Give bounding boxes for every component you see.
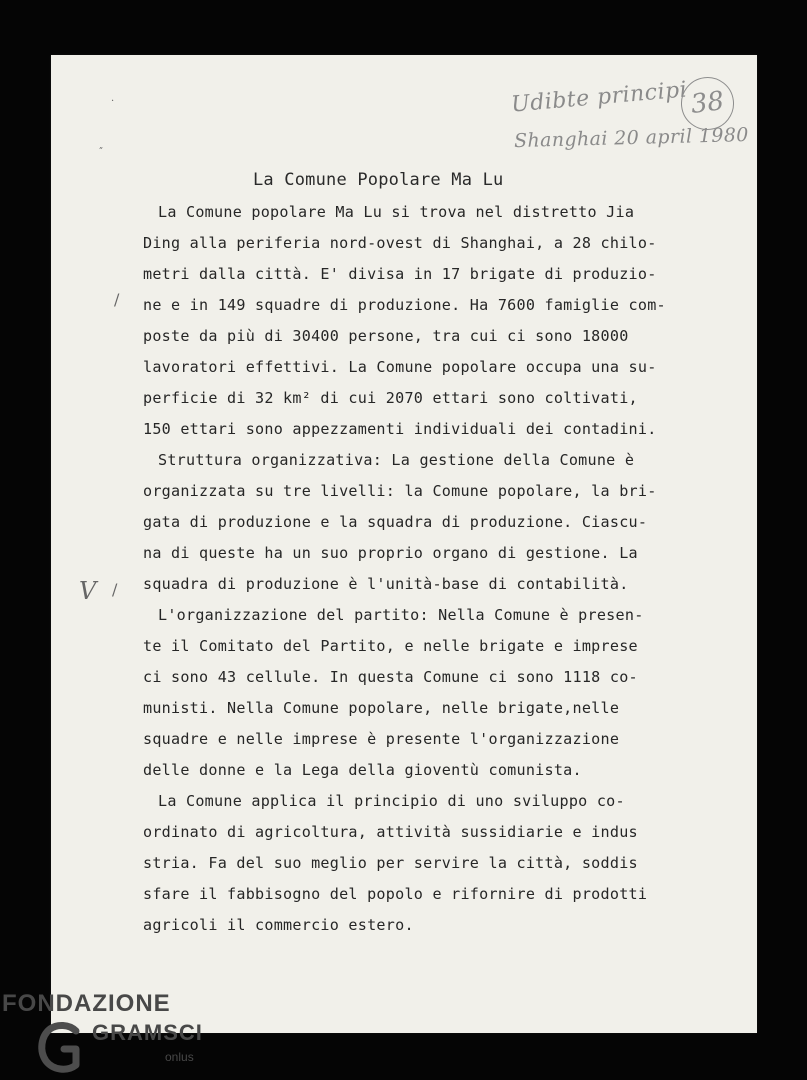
document-page — [51, 55, 757, 1033]
paragraph-line-24: agricoli il commercio estero. — [143, 916, 414, 934]
paragraph-line-13: squadra di produzione è l'unità-base di contabilità. — [143, 575, 629, 593]
paragraph-line-16: ci sono 43 cellule. In questa Comune ci sono 1118 co- — [143, 668, 638, 686]
paragraph-line-23: sfare il fabbisogno del popolo e rifornire di prodotti — [143, 885, 648, 903]
margin-slash-mark: / — [114, 290, 120, 309]
paragraph-line-17: munisti. Nella Comune popolare, nelle brigate,nelle — [143, 699, 620, 717]
paragraph-line-20: La Comune applica il principio di uno sviluppo co- — [158, 792, 625, 810]
paragraph-line-7: perficie di 32 km² di cui 2070 ettari sono coltivati, — [143, 389, 638, 407]
paragraph-line-9: Struttura organizzativa: La gestione della Comune è — [158, 451, 635, 469]
paragraph-line-10: organizzata su tre livelli: la Comune popolare, la bri- — [143, 482, 657, 500]
paragraph-line-15: te il Comitato del Partito, e nelle brigate e imprese — [143, 637, 638, 655]
paragraph-line-5: poste da più di 30400 persone, tra cui ci sono 18000 — [143, 327, 629, 345]
watermark-sub-text: onlus — [165, 1050, 194, 1064]
margin-mark-top: · — [111, 96, 115, 107]
paragraph-line-12: na di queste ha un suo proprio organo di gestione. La — [143, 544, 638, 562]
paragraph-line-22: stria. Fa del suo meglio per servire la città, soddis — [143, 854, 638, 872]
margin-mark-small: „ — [99, 141, 104, 150]
paragraph-line-8: 150 ettari sono appezzamenti individuali dei contadini. — [143, 420, 657, 438]
watermark-top-text: FONDAZIONE — [2, 990, 171, 1017]
paragraph-line-3: metri dalla città. E' divisa in 17 brigate di produzio- — [143, 265, 657, 283]
paragraph-line-14: L'organizzazione del partito: Nella Comune è presen- — [158, 606, 644, 624]
paragraph-line-18: squadre e nelle imprese è presente l'organizzazione — [143, 730, 620, 748]
paragraph-line-4: ne e in 149 squadre di produzione. Ha 7600 famiglie com- — [143, 296, 666, 314]
page-number: 38 — [678, 74, 737, 133]
foundation-watermark — [2, 990, 222, 1076]
watermark-bottom-text: GRAMSCI — [92, 1020, 203, 1045]
paragraph-line-11: gata di produzione e la squadra di produzione. Ciascu- — [143, 513, 648, 531]
handwritten-note-date: Shanghai 20 april 1980 — [513, 123, 750, 153]
paragraph-line-1: La Comune popolare Ma Lu si trova nel distretto Jia — [158, 203, 635, 221]
watermark-logo-icon — [34, 1018, 90, 1074]
handwritten-note-top: Udibte principi — [510, 77, 689, 118]
paragraph-line-6: lavoratori effettivi. La Comune popolare occupa una su- — [143, 358, 657, 376]
paragraph-line-19: delle donne e la Lega della gioventù comunista. — [143, 761, 582, 779]
margin-slash-mark-2: / — [112, 580, 118, 599]
document-title: La Comune Popolare Ma Lu — [253, 170, 504, 190]
paragraph-line-2: Ding alla periferia nord-ovest di Shanghai, a 28 chilo- — [143, 234, 657, 252]
paragraph-line-21: ordinato di agricoltura, attività sussidiarie e indus — [143, 823, 638, 841]
margin-check-mark: V — [79, 577, 97, 605]
